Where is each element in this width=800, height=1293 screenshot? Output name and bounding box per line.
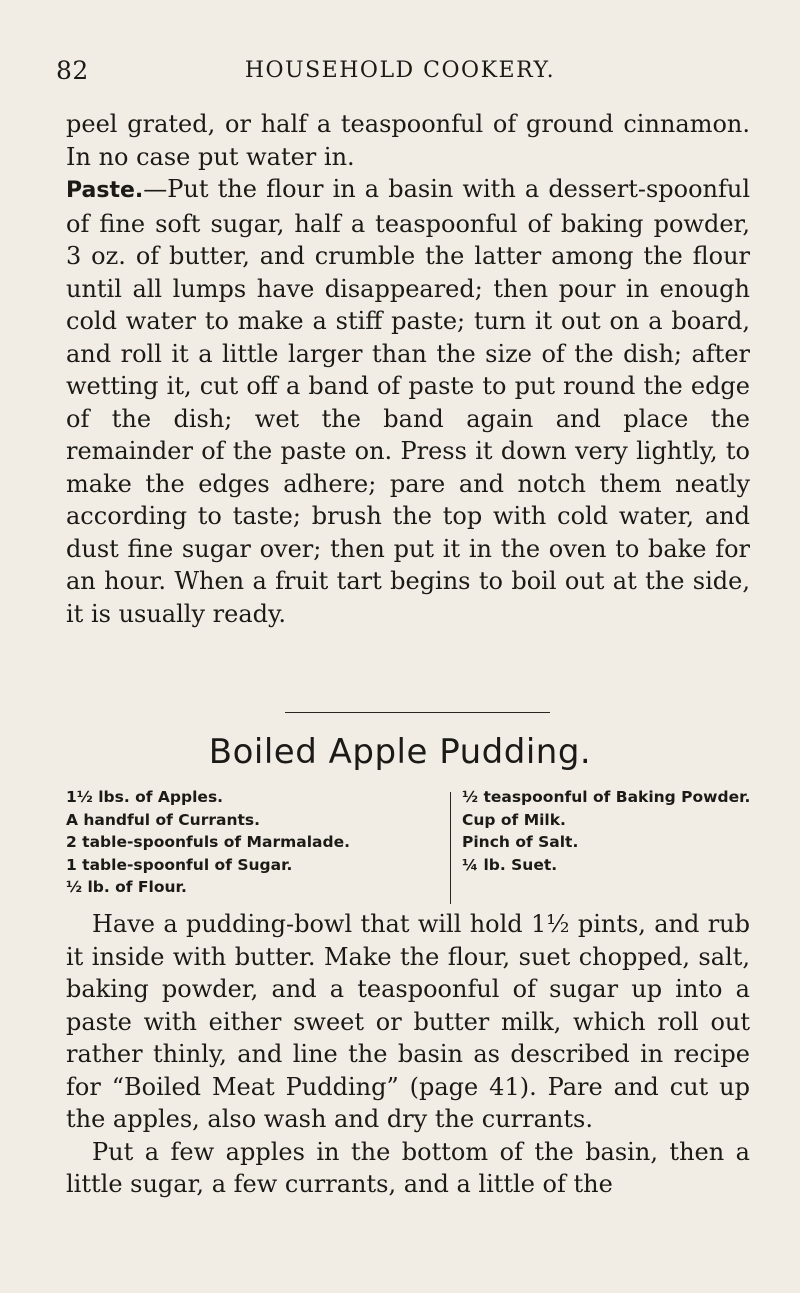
ingredient-item: A handful of Currants. (66, 810, 261, 829)
page-number: 82 (56, 56, 89, 85)
ingredient-item: Pinch of Salt. (462, 833, 579, 851)
recipe-title: Boiled Apple Pudding. (208, 732, 592, 772)
paste-lead: Paste. (66, 178, 144, 203)
ingredient-item: 1 table-spoonful of Sugar. (66, 855, 293, 874)
continuation-paragraph: peel grated, or half a teaspoonful of ground cinnamon. In no case put water in. (66, 110, 750, 171)
recipe-method (66, 908, 750, 1201)
ingredient-item: ½ teaspoonful of Baking Powder. (462, 788, 751, 806)
method-paragraph: Put a few apples in the bottom of the basin, then a little sugar, a few currants, and a little of the (66, 1137, 750, 1198)
paste-text: —Put the flour in a basin with a dessert-spoonful of fine soft sugar, half a teaspoonful of baking powder, 3 oz. of butter, and crumble the latter among the flour until all lumps have disappeared; then pour in enough cold water to make a stiff paste; turn it out on a board, and roll it a little larger than the size of the dish; after wetting it, cut off a band of paste to put round the edge of the dish; wet the band again and place the remainder of the paste on. Press it down very lightly, to make the edges adhere; pare and notch them neatly according to taste; brush the top with cold water, and dust fine sugar over; then put it in the oven to bake for an hour. When a fruit tart begins to boil out at the side, it is usually ready. (66, 175, 750, 628)
section-divider (285, 712, 550, 713)
ingredient-item: 1½ lbs. of Apples. (66, 788, 224, 806)
paste-paragraph (66, 173, 750, 630)
ingredient-item: 2 table-spoonfuls of Marmalade. (66, 833, 350, 851)
ingredients-right-column (462, 786, 762, 876)
ingredient-item: ¼ lb. Suet. (462, 855, 558, 874)
ingredients-column-divider (450, 792, 451, 904)
continuation-text (66, 108, 750, 630)
ingredient-item: ½ lb. of Flour. (66, 878, 187, 896)
running-head: HOUSEHOLD COOKERY. (244, 58, 556, 83)
method-paragraph: Have a pudding-bowl that will hold 1½ pints, and rub it inside with butter. Make the flour, suet chopped, salt, baking powder, and a teaspoonful of sugar up into a paste with either sweet or butter milk, which roll out rather thinly, and line the basin as described in recipe for “Boiled Meat Pudding” (page 41). Pare and cut up the apples, also wash and dry the currants. (66, 910, 750, 1133)
ingredients-left-column (66, 786, 446, 899)
ingredient-item: Cup of Milk. (462, 810, 566, 829)
